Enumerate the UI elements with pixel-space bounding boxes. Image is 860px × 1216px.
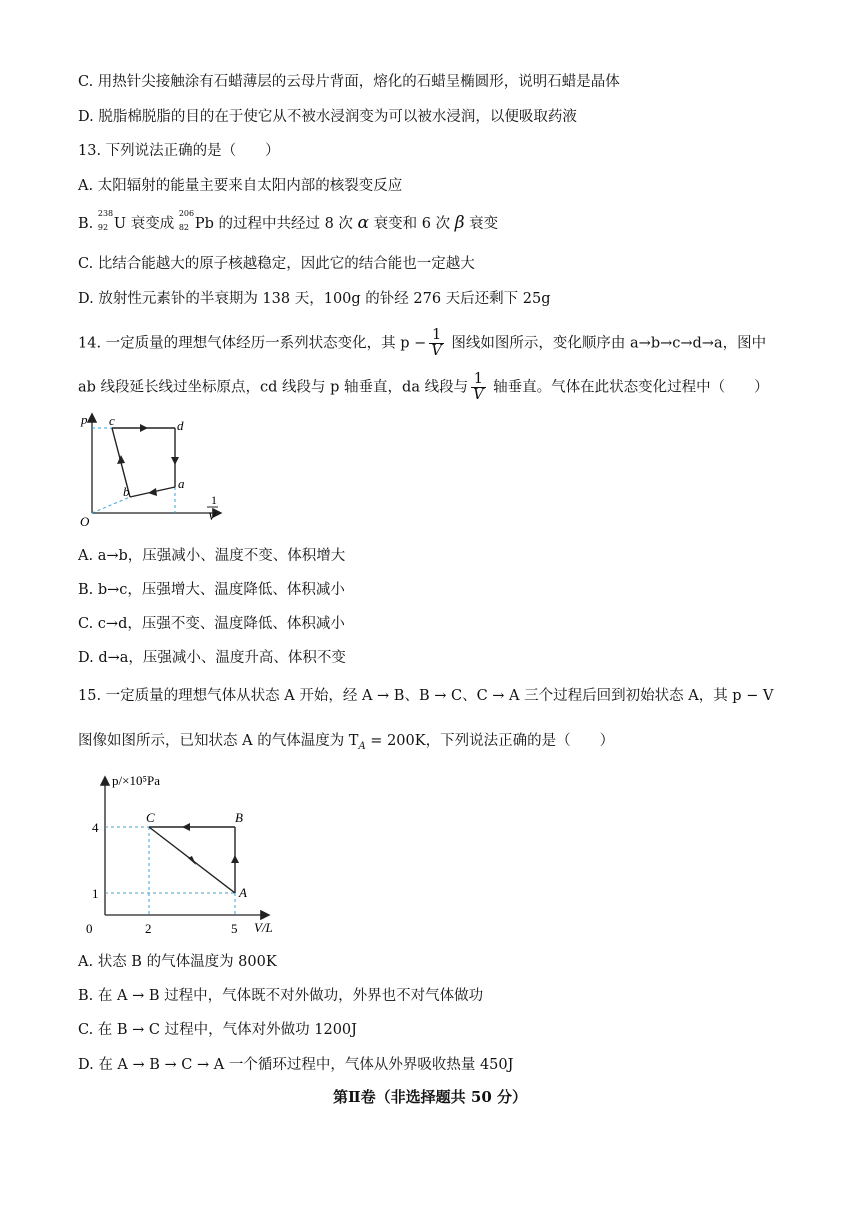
arrow-ab [231,855,239,863]
q13-option-d: D. 放射性元素钋的半衰期为 138 天，100g 的钋经 276 天后还剩下 25g [78,291,551,307]
point-b-label: B [235,810,243,825]
lead-nuclide: 206 82 Pb [178,209,214,232]
p-axis-label: p/×10⁵Pa [112,773,160,788]
point-a-label: a [178,476,185,491]
point-a-label: A [239,885,247,900]
q14-option-c: C. c→d，压强不变、温度降低、体积减小 [78,616,345,632]
section-title: 第Ⅱ卷（非选择题共 50 分） [333,1088,527,1106]
origin-label: 0 [86,921,93,936]
beta-symbol: β [454,213,465,233]
one-over-v-fraction: $\frac{1}{V}$ [431,327,442,359]
q13-option-c: C. 比结合能越大的原子核越稳定，因此它的结合能也一定越大 [78,256,475,272]
x-tick-5: 5 [231,921,238,936]
q12-option-c: C. 用热针尖接触涂有石蜡薄层的云母片背面，熔化的石蜡呈椭圆形，说明石蜡是晶体 [78,74,620,90]
q14-p-inverse-v-graph [72,405,242,535]
q15-option-b: B. 在 A → B 过程中，气体既不对外做功，外界也不对气体做功 [78,988,484,1004]
point-c-label: C [146,810,155,825]
q14-stem-line2: ab 线段延长线过坐标原点，cd 线段与 p 轴垂直，da 线段与 $\frac{1}{V}$ 轴垂直。气体在此状态变化过程中（ ） [78,371,769,403]
q15-stem-line2: 图像如图所示，已知状态 A 的气体温度为 $T_A = 200K$，下列说法正确的是（ ） [78,733,615,752]
origin-label: O [80,514,90,529]
uranium-nuclide: 238 92 U [97,209,127,232]
point-b-label: b [123,484,130,499]
q13-option-b: B. 238 92 U 衰变成 206 82 Pb 的过程中共经过 8 次 α 衰变和 6 次 β 衰变 [78,209,499,233]
q14-option-d: D. d→a，压强减小、温度升高、体积不变 [78,650,346,666]
x-tick-2: 2 [145,921,152,936]
p-axis-label: p [81,412,88,427]
y-tick-1: 1 [92,886,99,901]
one-over-v-fraction: $\frac{1}{V}$ [473,371,484,403]
arrow-bc [182,823,190,831]
point-d-label: d [177,418,184,433]
arrow-cd [140,424,148,432]
v-axis-label: V/L [254,920,273,935]
q15-p-v-graph [78,770,298,940]
y-tick-4: 4 [92,820,99,835]
q13-stem: 13. 下列说法正确的是（ ） [78,143,280,159]
q14-stem-line1: 14. 一定质量的理想气体经历一系列状态变化，其 p − $\frac{1}{V}$ 图线如图所示，变化顺序由 a→b→c→d→a，图中 [78,327,767,359]
q13-option-a: A. 太阳辐射的能量主要来自太阳内部的核裂变反应 [78,178,403,194]
q15-stem-line1: 15. 一定质量的理想气体从状态 A 开始，经 A → B、B → C、C → A 三个过程后回到初始状态 A，其 p − V [78,688,774,704]
x-label-num: 1 [211,493,217,507]
q14-option-a: A. a→b，压强减小、温度不变、体积增大 [78,548,346,564]
q15-option-a: A. 状态 B 的气体温度为 800K [78,954,277,970]
q15-option-d: D. 在 A → B → C → A 一个循环过程中，气体从外界吸收热量 450J [78,1057,514,1073]
x-label-den: V [208,509,216,523]
arrow-da [171,457,179,465]
q14-option-b: B. b→c，压强增大、温度降低、体积减小 [78,582,345,598]
arrow-bc [117,455,125,464]
alpha-symbol: α [357,213,370,233]
q15-option-c: C. 在 B → C 过程中，气体对外做功 1200J [78,1022,357,1038]
q12-option-d: D. 脱脂棉脱脂的目的在于使它从不被水浸润变为可以被水浸润，以便吸取药液 [78,109,577,125]
point-c-label: c [109,413,115,428]
